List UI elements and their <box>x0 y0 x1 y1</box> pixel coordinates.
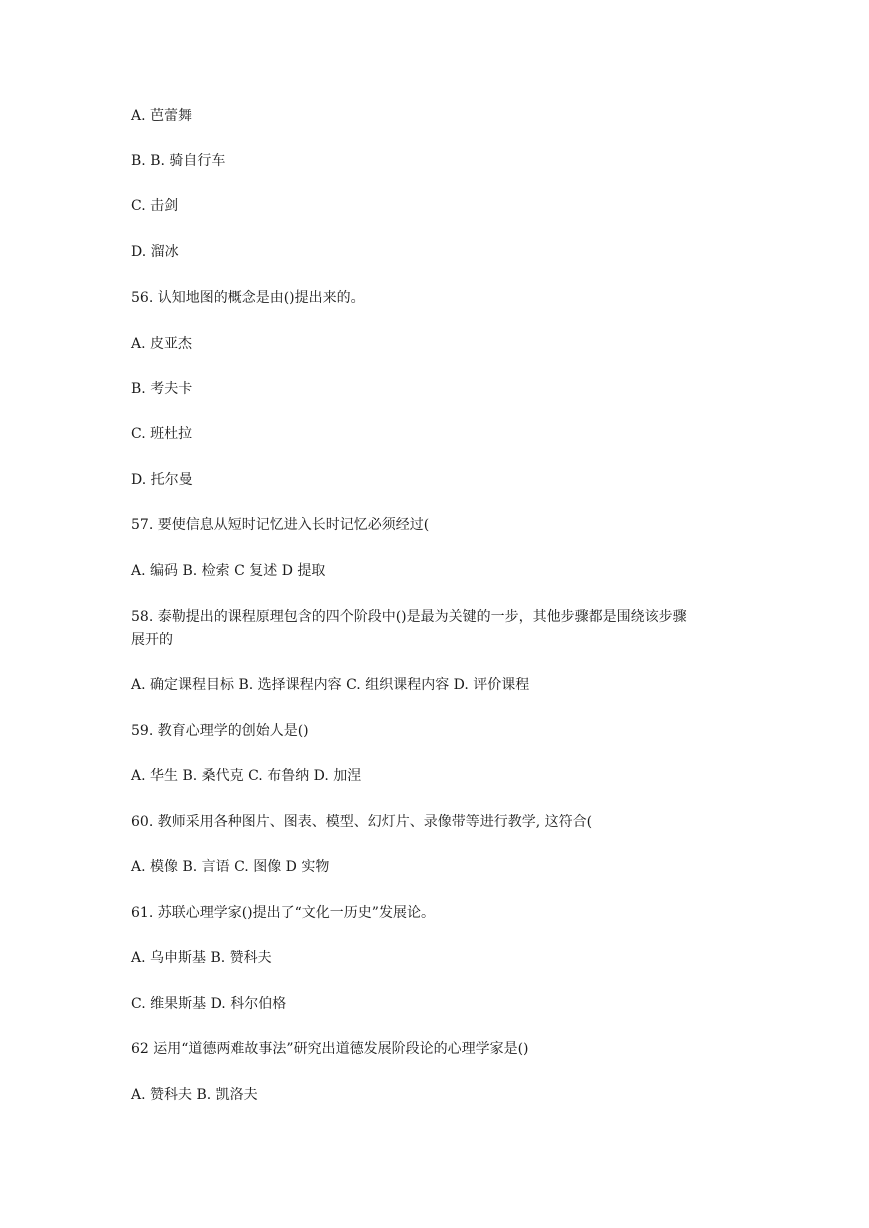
q56-option-c: C. 班杜拉 <box>131 426 193 442</box>
q57-options: A. 编码 B. 检索 C 复述 D 提取 <box>131 563 326 579</box>
option-d-skating: D. 溜冰 <box>131 244 179 260</box>
question-58-line-2: 展开的 <box>131 632 173 648</box>
q56-option-b: B. 考夫卡 <box>131 381 193 397</box>
question-61: 61. 苏联心理学家()提出了“文化一历史”发展论。 <box>131 905 435 921</box>
q60-options: A. 模像 B. 言语 C. 图像 D 实物 <box>131 859 330 875</box>
question-62: 62 运用“道德两难故事法”研究出道德发展阶段论的心理学家是() <box>131 1041 529 1057</box>
q59-options: A. 华生 B. 桑代克 C. 布鲁纳 D. 加涅 <box>131 768 362 784</box>
question-56: 56. 认知地图的概念是由()提出来的。 <box>131 290 365 306</box>
question-59: 59. 教育心理学的创始人是() <box>131 723 309 739</box>
q56-option-a: A. 皮亚杰 <box>131 336 193 352</box>
question-57: 57. 要使信息从短时记忆进入长时记忆必须经过( <box>131 517 430 533</box>
question-60: 60. 教师采用各种图片、图表、模型、幻灯片、录像带等进行教学, 这符合( <box>131 814 593 830</box>
option-a-ballet: A. 芭蕾舞 <box>131 108 193 124</box>
q62-options-ab: A. 赞科夫 B. 凯洛夫 <box>131 1087 258 1103</box>
question-58-line-1: 58. 泰勒提出的课程原理包含的四个阶段中()是最为关键的一步，其他步骤都是围绕该步骤 <box>131 609 687 625</box>
q61-options-ab: A. 乌申斯基 B. 赞科夫 <box>131 950 272 966</box>
q58-options: A. 确定课程目标 B. 选择课程内容 C. 组织课程内容 D. 评价课程 <box>131 677 530 693</box>
option-c-fencing: C. 击剑 <box>131 198 179 214</box>
q61-options-cd: C. 维果斯基 D. 科尔伯格 <box>131 996 287 1012</box>
q56-option-d: D. 托尔曼 <box>131 472 193 488</box>
option-b-cycling: B. B. 骑自行车 <box>131 153 226 169</box>
